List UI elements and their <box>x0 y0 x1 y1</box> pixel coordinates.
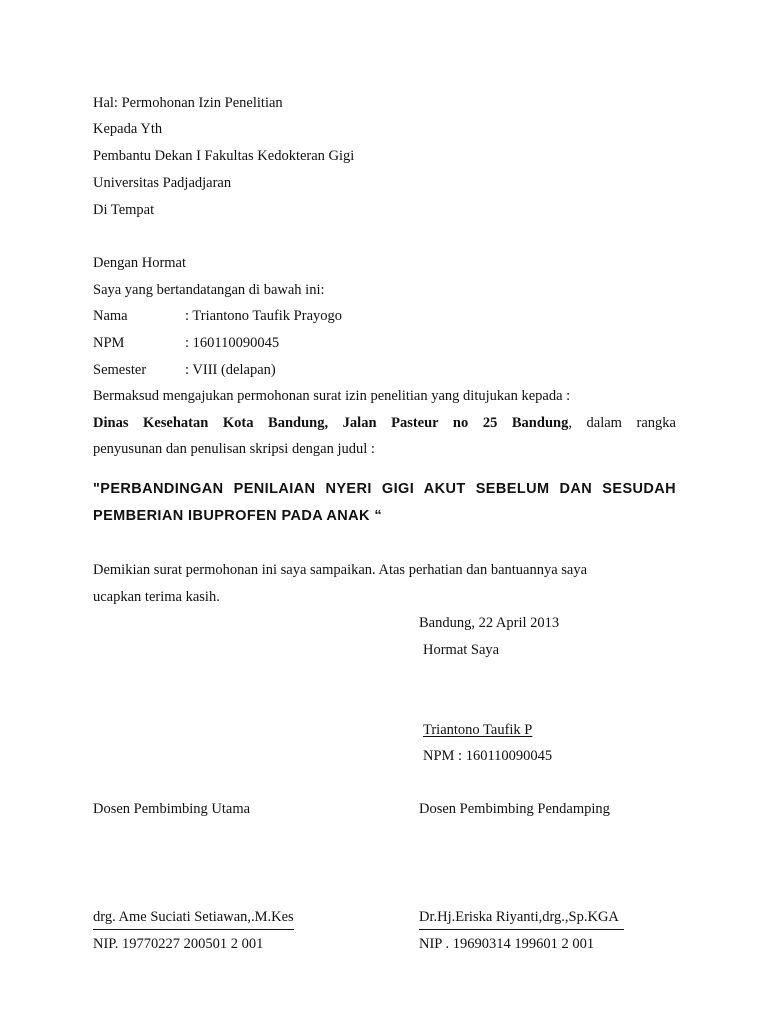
greeting: Dengan Hormat <box>93 255 187 271</box>
place-date: Bandung, 22 April 2013 <box>419 615 560 631</box>
to-line: Kepada Yth <box>93 121 163 137</box>
place-line: Di Tempat <box>93 202 155 218</box>
field-row-nama <box>93 307 342 325</box>
destination-rest: , dalam rangka <box>568 415 676 431</box>
field-value: : Triantono Taufik Prayogo <box>185 308 343 324</box>
recipient-line: Pembantu Dekan I Fakultas Kedokteran Gigi <box>93 148 355 164</box>
main-supervisor-name: drg. Ame Suciati Setiawan,.M.Kes <box>93 909 294 925</box>
field-label: Nama <box>93 308 128 324</box>
signer-npm: NPM : 160110090045 <box>423 748 553 764</box>
main-supervisor-signature-line <box>93 929 294 930</box>
purpose-line: Bermaksud mengajukan permohonan surat izin penelitian yang ditujukan kepada : <box>93 388 571 404</box>
co-supervisor-title: Dosen Pembimbing Pendamping <box>419 801 610 817</box>
field-value: : VIII (delapan) <box>185 362 276 378</box>
destination-bold: Dinas Kesehatan Kota Bandung, Jalan Pasteur no 25 Bandung <box>93 415 569 431</box>
signer-name: Triantono Taufik P <box>423 722 533 738</box>
thesis-title <box>93 480 676 525</box>
intro-line: Saya yang bertandatangan di bawah ini: <box>93 282 325 298</box>
field-label: Semester <box>93 362 147 378</box>
closing-line-1: Demikian surat permohonan ini saya sampaikan. Atas perhatian dan bantuannya saya <box>93 562 588 578</box>
co-supervisor-name: Dr.Hj.Eriska Riyanti,drg.,Sp.KGA <box>419 909 619 925</box>
main-supervisor-nip: NIP. 19770227 200501 2 001 <box>93 936 264 952</box>
main-supervisor-title: Dosen Pembimbing Utama <box>93 801 251 817</box>
field-value: : 160110090045 <box>185 335 280 351</box>
destination-line <box>93 414 676 432</box>
regards: Hormat Saya <box>423 642 500 658</box>
co-supervisor-signature-line <box>419 929 624 930</box>
thesis-title-line-1: "PERBANDINGAN PENILAIAN NYERI GIGI AKUT SEBELUM DAN SESUDAH <box>93 481 676 497</box>
closing-line-2: ucapkan terima kasih. <box>93 589 220 605</box>
university-line: Universitas Padjadjaran <box>93 175 232 191</box>
thesis-intro-line: penyusunan dan penulisan skripsi dengan judul : <box>93 441 375 457</box>
field-label: NPM <box>93 335 125 351</box>
co-supervisor-nip: NIP . 19690314 199601 2 001 <box>419 936 595 952</box>
thesis-title-line-2: PEMBERIAN IBUPROFEN PADA ANAK “ <box>93 508 382 524</box>
field-row-npm <box>93 334 279 352</box>
subject-line: Hal: Permohonan Izin Penelitian <box>93 95 283 111</box>
field-row-semester <box>93 361 276 379</box>
